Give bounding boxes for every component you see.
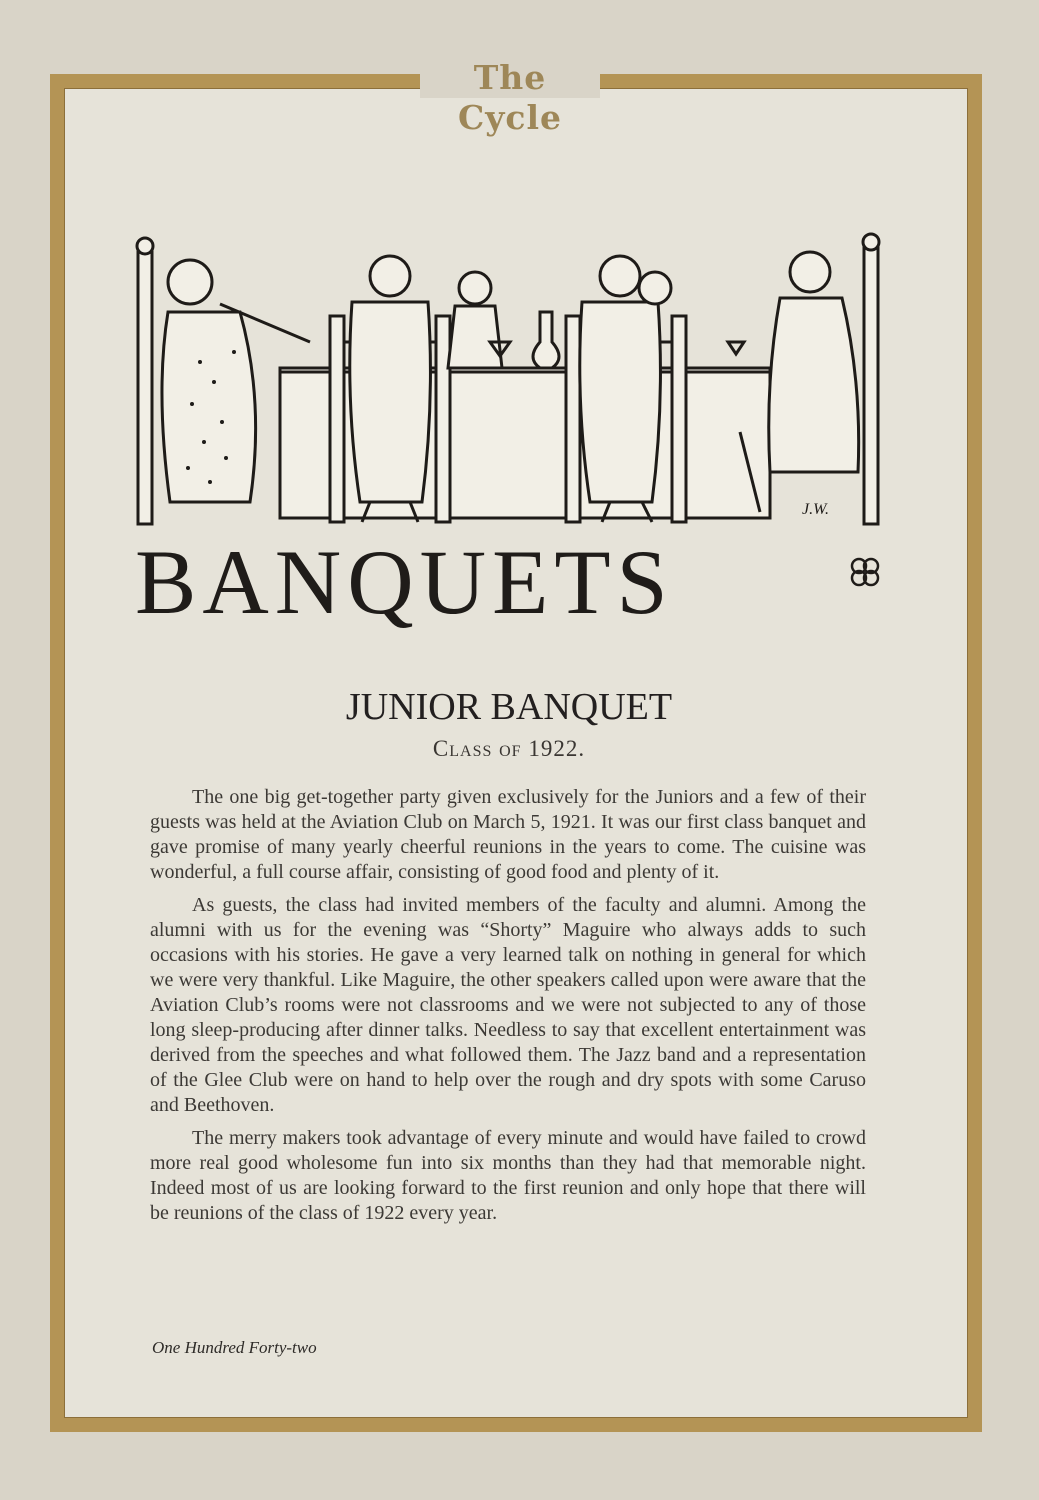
running-title: The Cycle bbox=[420, 58, 600, 98]
banner-title: BANQUETS bbox=[135, 531, 674, 633]
banquet-illustration bbox=[130, 232, 886, 530]
artist-signature: J.W. bbox=[802, 501, 829, 518]
article-body bbox=[150, 785, 866, 1234]
article-subtitle: Class of 1922. bbox=[432, 736, 586, 761]
article-title: JUNIOR BANQUET bbox=[345, 686, 673, 728]
paragraph: The one big get-together party given exclusively for the Juniors and a few of their guests was held at the Aviation Club on March 5, 1921. It was our first class banquet and gave promise of many yearly cheerful reunions in the years to come. The cuisine was wonderful, a full course affair, consisting of good food and plenty of it. bbox=[150, 786, 866, 883]
clover-ornament-icon bbox=[847, 554, 883, 590]
page-number: One Hundred Forty-two bbox=[152, 1338, 317, 1357]
paragraph: As guests, the class had invited members of the faculty and alumni. Among the alumni with us for the evening was “Shorty” Maguire who always adds to such occasions with his stories. He gave a very learned talk on nothing in general for which we were very thankful. Like Maguire, the other speakers called upon were aware that the Aviation Club’s rooms were not classrooms and we were not subjected to any of those long sleep-producing after dinner talks. Needless to say that excellent entertainment was derived from the speeches and what followed them. The Jazz band and a representation of the Glee Club were on hand to help over the rough and dry spots with some Caruso and Beethoven. bbox=[150, 894, 866, 1116]
section-banner bbox=[135, 532, 895, 632]
paragraph: The merry makers took advantage of every minute and would have failed to crowd more real good wholesome fun into six months than they had that memorable night. Indeed most of us are looking forward to the first reunion and only hope that there will be reunions of the class of 1922 every year. bbox=[150, 1127, 866, 1224]
